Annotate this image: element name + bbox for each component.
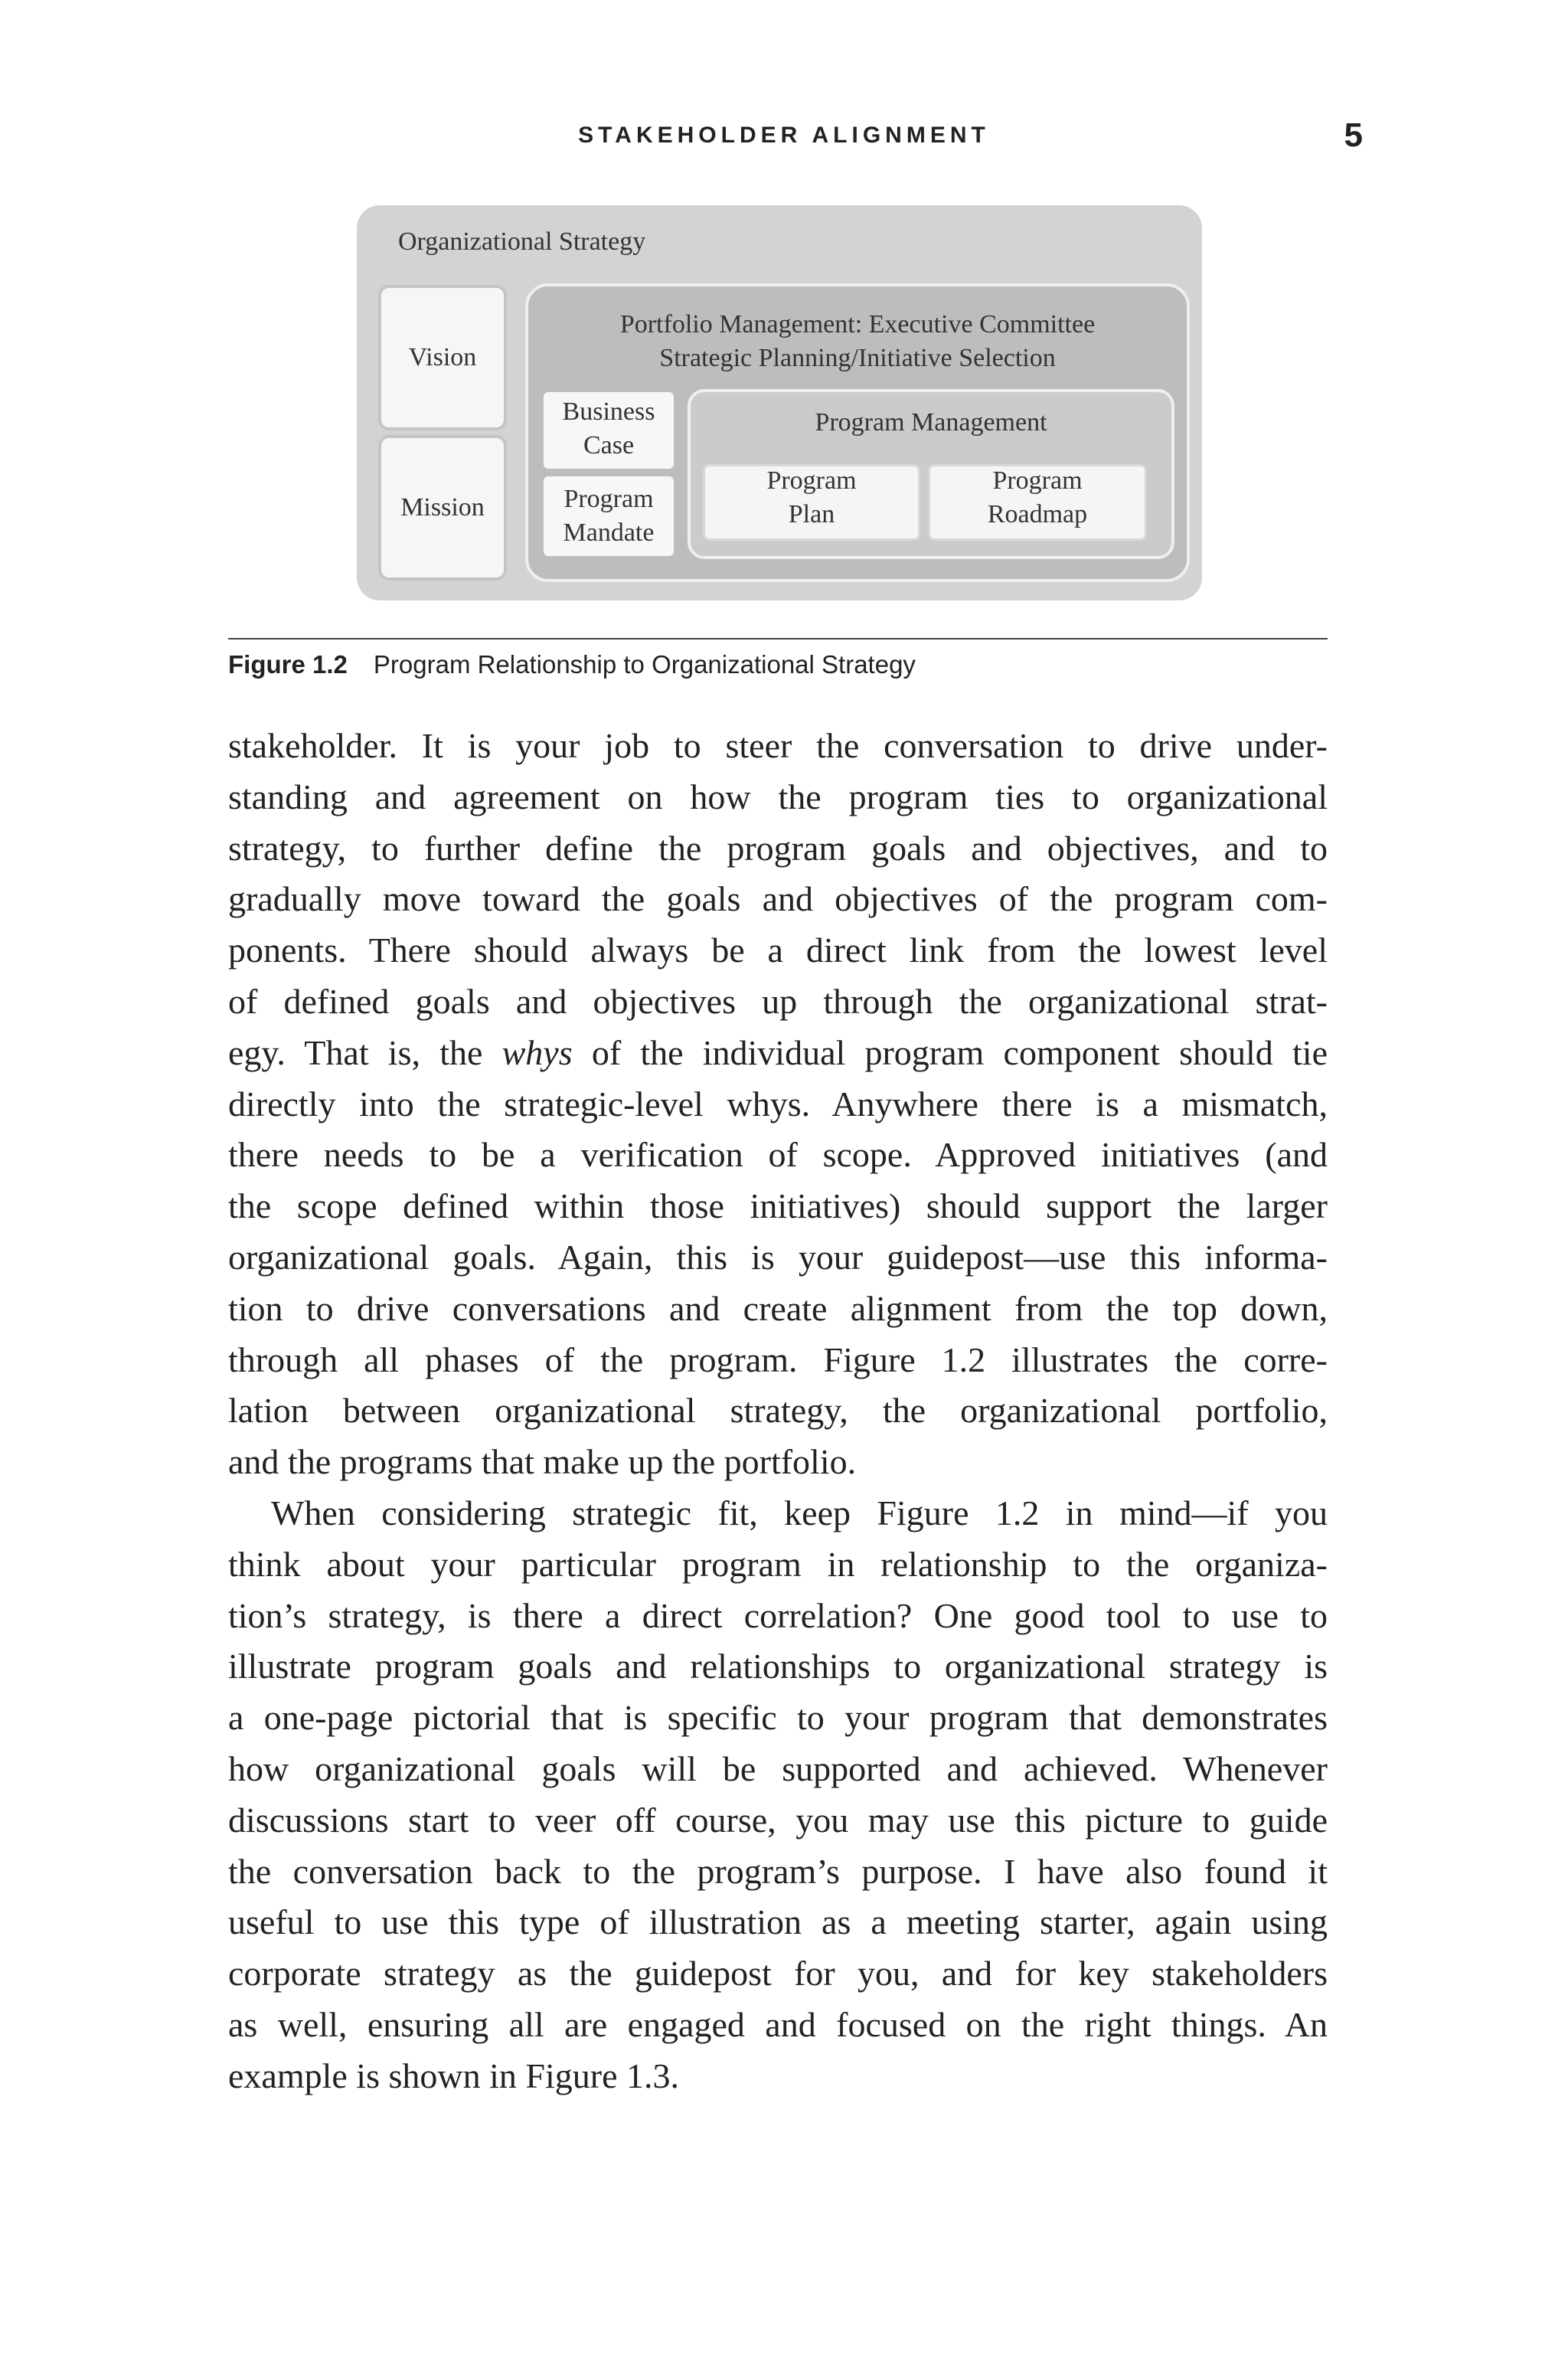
running-header-title: STAKEHOLDER ALIGNMENT [578, 123, 990, 148]
text-segment: of the individual program component should tie [572, 1032, 1328, 1072]
text-line: strategy, to further define the program goals and objectives, and to [228, 828, 1328, 868]
text-line: the conversation back to the program’s purpose. I have also found it [228, 1851, 1328, 1891]
text-line: tion to drive conversations and create alignment from the top down, [228, 1288, 1328, 1328]
figure-number: Figure 1.2 [228, 650, 348, 679]
program-roadmap-label-line1: Program [992, 466, 1083, 495]
text-line: as well, ensuring all are engaged and focused on the right things. An [228, 2004, 1328, 2044]
text-line [228, 1028, 1328, 1079]
text-line: illustrate program goals and relationships to organizational strategy is [228, 1647, 1328, 1686]
text-line: think about your particular program in relationship to the organiza- [228, 1544, 1328, 1584]
text-line: discussions start to veer off course, you may use this picture to guide [228, 1800, 1328, 1840]
program-plan-label-line1: Program [766, 466, 857, 495]
body-paragraph-2 [228, 1488, 1328, 2102]
body-paragraph-1 [228, 721, 1328, 1488]
business-case-label-line1: Business [562, 397, 655, 426]
text-line: When considering strategic fit, keep Figure 1.2 in mind—if you [271, 1493, 1328, 1532]
figure-caption [228, 643, 1328, 686]
italic-word: whys [501, 1032, 573, 1072]
text-line: directly into the strategic-level whys. Anywhere there is a mismatch, [228, 1084, 1328, 1123]
program-mandate-label-line2: Mandate [563, 518, 655, 547]
text-line: lation between organizational strategy, the organizational portfolio, [228, 1391, 1328, 1431]
text-line: through all phases of the program. Figure 1.2 illustrates the corre- [228, 1339, 1328, 1379]
text-line: stakeholder. It is your job to steer the conversation to drive under- [228, 726, 1328, 765]
page-number: 5 [1344, 116, 1363, 154]
program-management-label: Program Management [815, 408, 1047, 437]
figure-title: Program Relationship to Organizational Strategy [373, 650, 916, 679]
program-roadmap-label-line2: Roadmap [987, 500, 1088, 528]
mission-label: Mission [400, 493, 485, 522]
text-line: the scope defined within those initiatives) should support the larger [228, 1186, 1328, 1226]
business-case-label-line2: Case [583, 431, 635, 460]
text-line: how organizational goals will be supported and achieved. Whenever [228, 1748, 1328, 1788]
vision-label: Vision [408, 343, 477, 371]
portfolio-management-label-line2: Strategic Planning/Initiative Selection [659, 344, 1056, 372]
text-line: standing and agreement on how the program ties to organizational [228, 777, 1328, 816]
text-line: corporate strategy as the guidepost for you, and for key stakeholders [228, 1954, 1328, 1994]
text-line: a one-page pictorial that is specific to your program that demonstrates [228, 1698, 1328, 1738]
caption-rule [228, 638, 1328, 639]
portfolio-management-label-line1: Portfolio Management: Executive Committee [619, 310, 1096, 339]
text-line: of defined goals and objectives up through the organizational strat- [228, 981, 1328, 1021]
text-line: example is shown in Figure 1.3. [228, 2056, 679, 2095]
text-line: organizational goals. Again, this is your guidepost—use this informa- [228, 1237, 1328, 1277]
text-line: gradually move toward the goals and objectives of the program com- [228, 879, 1328, 919]
text-line: and the programs that make up the portfolio. [228, 1442, 857, 1482]
text-line: ponents. There should always be a direct link from the lowest level [228, 931, 1328, 970]
text-line: useful to use this type of illustration as a meeting starter, again using [228, 1902, 1328, 1942]
organizational-strategy-label: Organizational Strategy [398, 227, 646, 256]
program-mandate-label-line1: Program [564, 485, 654, 513]
program-plan-label-line2: Plan [788, 500, 835, 528]
text-line: tion’s strategy, is there a direct correlation? One good tool to use to [228, 1595, 1328, 1635]
text-segment: egy. That is, the [228, 1032, 502, 1072]
text-line: there needs to be a verification of scope. Approved initiatives (and [228, 1135, 1328, 1175]
